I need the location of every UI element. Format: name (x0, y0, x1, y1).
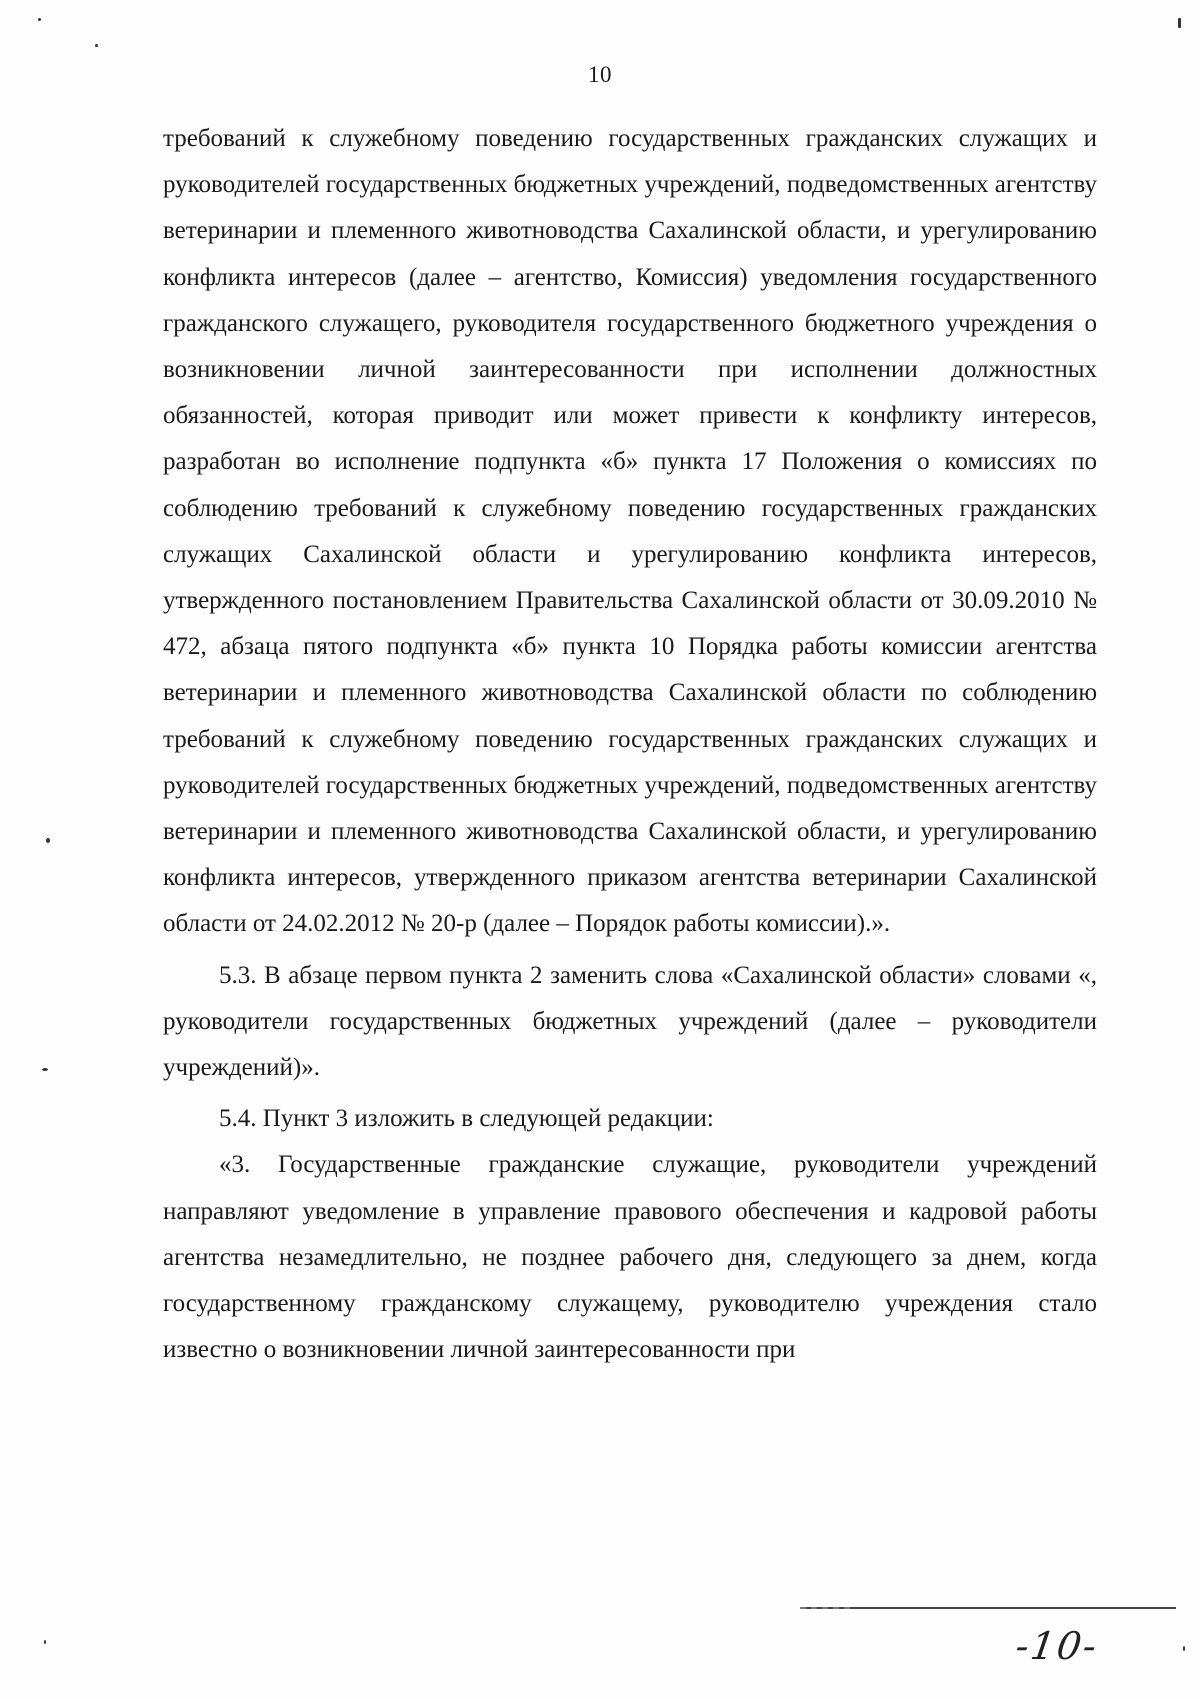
scan-speck (42, 1068, 48, 1071)
paragraph-continuation: требований к служебному поведению государственных гражданских служащих и руководителей государственных бюджетных учреждений, подведомственных агентству ветеринарии и племенного животноводства Сахалинской области, и урегулированию конфликта интересов (далее – агентство, Комиссия) уведомления государственного гражданского служащего, руководителя государственного бюджетного учреждения о возникновении личной заинтересованности при исполнении должностных обязанностей, которая приводит или может привести к конфликту интересов, разработан во исполнение подпункта «б» пункта 17 Положения о комиссиях по соблюдению требований к служебному поведению государственных гражданских служащих Сахалинской области и урегулированию конфликта интересов, утвержденного постановлением Правительства Сахалинской области от 30.09.2010 № 472, абзаца пятого подпункта «б» пункта 10 Порядка работы комиссии агентства ветеринарии и племенного животноводства Сахалинской области по соблюдению требований к служебному поведению государственных гражданских служащих и руководителей государственных бюджетных учреждений, подведомственных агентству ветеринарии и племенного животноводства Сахалинской области, и урегулированию конфликта интересов, утвержденного приказом агентства ветеринарии Сахалинской области от 24.02.2012 № 20-р (далее – Порядок работы комиссии).». (163, 125, 1097, 938)
page-number: 10 (588, 62, 612, 87)
footer-rule (800, 1607, 1176, 1609)
scan-speck (1178, 18, 1181, 28)
paragraph-5-3: 5.3. В абзаце первом пункта 2 заменить слова «Сахалинской области» словами «, руководители государственных бюджетных учреждений (далее – руководители учреждений)». (163, 961, 1097, 1082)
scan-speck (1183, 1646, 1185, 1651)
paragraph-item-3: «3. Государственные гражданские служащие, руководители учреждений направляют уведомление в управление правового обеспечения и кадровой работы агентства незамедлительно, не позднее рабочего дня, следующего за днем, когда государственному гражданскому служащему, руководителю учреждения стало известно о возникновении личной заинтересованности при (163, 1151, 1097, 1364)
document-body (163, 116, 1097, 1373)
scan-speck (38, 18, 41, 21)
scan-speck (95, 44, 98, 47)
scan-speck (46, 838, 50, 843)
paragraph-5-4: 5.4. Пункт 3 изложить в следующей редакции: (219, 1105, 714, 1133)
handwritten-page-number: -10- (1012, 1624, 1102, 1668)
scan-speck (44, 1640, 46, 1644)
